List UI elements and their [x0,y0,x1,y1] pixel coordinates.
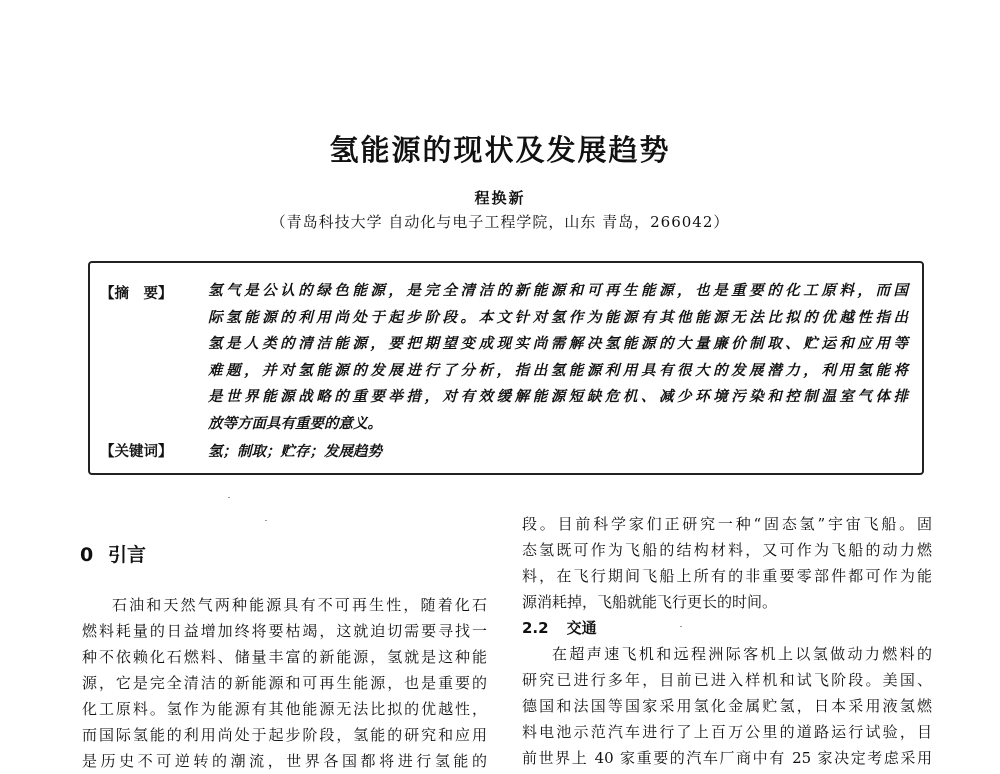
section-heading [80,540,146,567]
abstract-line: 难题，并对氢能源的发展进行了分析，指出氢能源利用具有很大的发展潜力，利用氢能将 [208,361,908,379]
body-line: 种不依赖化石燃料、储量丰富的新能源，氢就是这种能 [82,648,487,666]
keywords-text: 氢；制取；贮存；发展趋势 [208,443,382,460]
body-line: 燃料耗量的日益增加终将要枯竭，这就迫切需要寻找一 [82,622,487,640]
body-line: 在超声速飞机和远程洲际客机上以氢做动力燃料的 [552,645,932,663]
keywords-label: 【关键词】 [100,444,173,460]
scan-speck [228,497,230,498]
body-line: 源消耗掉，飞船就能飞行更长的时间。 [522,593,778,611]
subsection-number: 2.2 [522,619,549,637]
body-line: 石油和天然气两种能源具有不可再生性，随着化石 [112,596,487,614]
abstract-line: 际氢能源的利用尚处于起步阶段。本文针对氢作为能源有其他能源无法比拟的优越性指出 [208,308,908,326]
body-line: 德国和法国等国家采用氢化金属贮氢，日本采用液氢燃 [522,697,932,715]
body-line: 段。目前科学家们正研究一种“固态氢”宇宙飞船。固 [522,515,932,533]
body-line: 料电池示范汽车进行了上百万公里的道路运行试验，目 [522,723,932,741]
abstract-line: 是世界能源战略的重要举措，对有效缓解能源短缺危机、减少环境污染和控制温室气体排 [208,388,908,405]
author-name: 程换新 [474,189,526,207]
subsection-heading [522,615,932,641]
body-line: 化工原料。氢作为能源有其他能源无法比拟的优越性， [82,700,487,718]
body-line: 是历史不可逆转的潮流，世界各国都将进行氢能的 [82,752,487,770]
section-title: 引言 [108,544,147,566]
subsection-title: 交通 [566,619,597,637]
author-affiliation: （青岛科技大学 自动化与电子工程学院，山东 青岛，266042） [270,213,730,231]
abstract-label: 【摘 要】 [100,286,173,302]
body-line: 前世界上 40 家重要的汽车厂商中有 25 家决定考虑采用 [522,749,932,767]
body-line: 而国际氢能的利用尚处于起步阶段，氢能的研究和应用 [82,726,487,744]
abstract-line: 氢是人类的清洁能源，要把期望变成现实尚需解决氢能源的大量廉价制取、贮运和应用等 [208,335,908,352]
paper-title: 氢能源的现状及发展趋势 [329,133,671,167]
body-line: 源，它是完全清洁的新能源和可再生能源，也是重要的 [82,674,487,692]
left-column [82,592,487,774]
scan-speck [265,520,267,521]
body-line: 研究已进行多年，目前已进入样机和试飞阶段。美国、 [522,671,932,689]
abstract-line: 放等方面具有重要的意义。 [208,414,382,432]
section-number: 0 [80,544,94,566]
right-column [522,511,932,771]
body-line: 态氢既可作为飞船的结构材料，又可作为飞船的动力燃 [522,541,932,559]
abstract-line: 氢气是公认的绿色能源，是完全清洁的新能源和可再生能源，也是重要的化工原料，而国 [208,282,908,299]
body-line: 料，在飞行期间飞船上所有的非重要零部件都可作为能 [522,567,932,585]
